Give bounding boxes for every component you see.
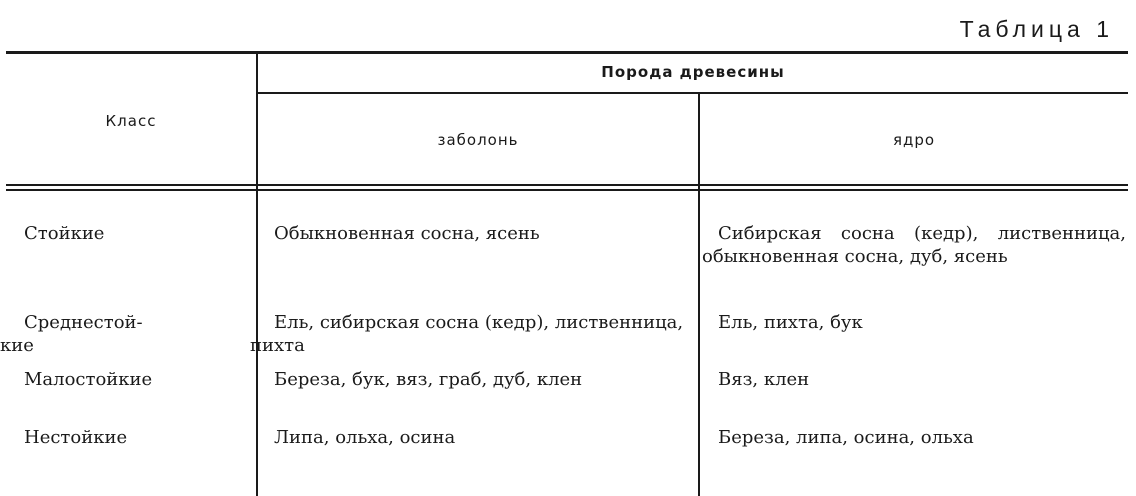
class-line: Малостойкие — [24, 369, 153, 390]
column-divider-sapwood — [698, 94, 700, 496]
class-line: Среднестой- — [24, 312, 143, 333]
species-header-rule — [258, 92, 1128, 94]
table-row-1-sapwood: Обыкновенная сосна, ясень — [274, 223, 540, 244]
class-line: Стойкие — [24, 223, 105, 244]
header-bottom-rule-2 — [6, 189, 1128, 191]
table-row-4-class — [0, 426, 256, 449]
header-species: Порода древесины — [601, 63, 785, 81]
table-row-2-class — [0, 311, 256, 357]
table-row-4-sapwood: Липа, ольха, осина — [274, 427, 456, 448]
header-class: Класс — [105, 112, 157, 130]
class-line: кие — [0, 335, 34, 356]
table-row-1-heartwood: Сибирская сосна (кедр), лиственница, обыкновенная сосна, дуб, ясень — [702, 223, 1126, 267]
table-row-3-heartwood: Вяз, клен — [718, 369, 810, 390]
table-row-3-class — [0, 368, 256, 391]
table-row-4-heartwood: Береза, липа, осина, ольха — [718, 427, 974, 448]
class-line: Нестойкие — [24, 427, 128, 448]
header-sapwood: заболонь — [437, 131, 519, 149]
table-caption: Таблица 1 — [959, 16, 1114, 42]
header-heartwood: ядро — [892, 131, 936, 149]
table-row-2-heartwood: Ель, пихта, бук — [718, 312, 863, 333]
header-bottom-rule-1 — [6, 184, 1128, 186]
table-row-3-sapwood: Береза, бук, вяз, граб, дуб, клен — [274, 369, 583, 390]
table-row-1-class — [0, 222, 256, 245]
table-row-2-sapwood: Ель, сибирская сосна (кедр), лиственница, пихта — [250, 312, 684, 356]
table-top-rule — [6, 51, 1128, 54]
